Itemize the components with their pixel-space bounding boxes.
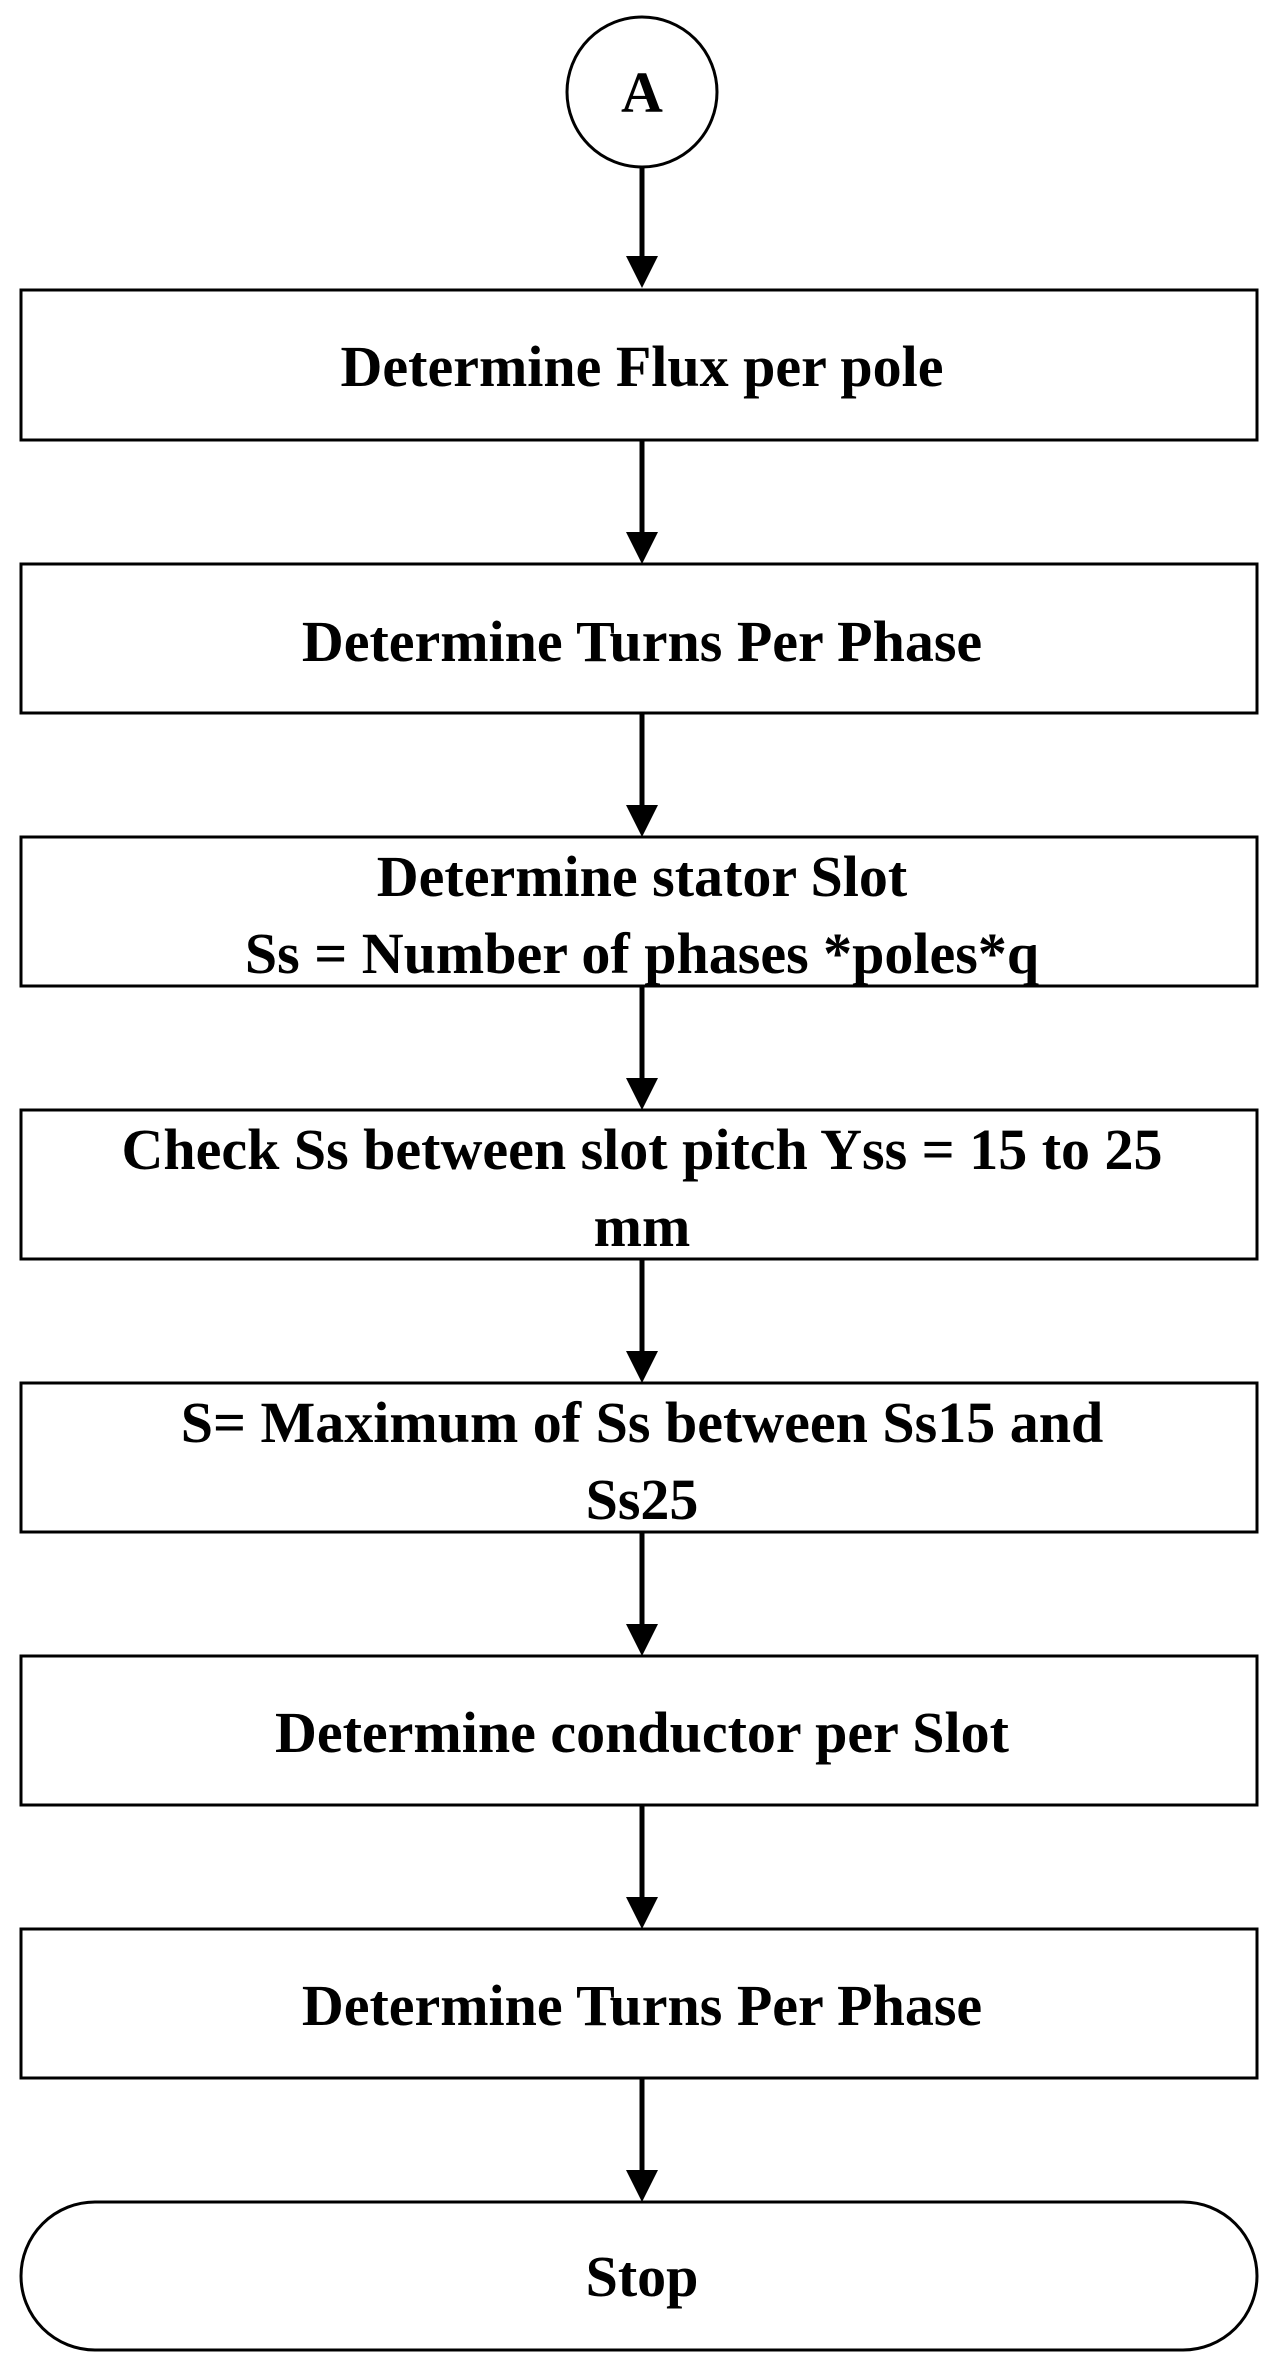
step-box-3 <box>21 837 1257 986</box>
step-6-line-1: Determine conductor per Slot <box>274 1700 1010 1765</box>
step-5-line-1: S= Maximum of Ss between Ss15 and <box>180 1390 1104 1455</box>
step-box-6 <box>21 1656 1257 1805</box>
step-3-line-2: Ss = Number of phases *poles*q <box>244 921 1040 986</box>
step-1-line-1: Determine Flux per pole <box>340 334 944 399</box>
arrow-step-1-to-step-2 <box>626 440 658 564</box>
step-box-7 <box>21 1929 1257 2078</box>
step-box-1 <box>21 290 1257 440</box>
arrow-step-7-to-stop <box>626 2078 658 2202</box>
connector-label: A <box>621 59 663 125</box>
step-2-line-1: Determine Turns Per Phase <box>301 609 983 674</box>
arrow-step-4-to-step-5 <box>626 1259 658 1383</box>
stop-label: Stop <box>585 2244 699 2309</box>
step-7-line-1: Determine Turns Per Phase <box>301 1973 983 2038</box>
step-5-line-2: Ss25 <box>585 1467 699 1532</box>
step-4-line-2: mm <box>593 1194 691 1259</box>
arrow-connector-to-step-1 <box>626 167 658 288</box>
step-box-2 <box>21 564 1257 713</box>
arrow-step-3-to-step-4 <box>626 986 658 1110</box>
step-box-4 <box>21 1110 1257 1259</box>
stop-terminal <box>21 2202 1257 2350</box>
start-connector <box>567 17 717 167</box>
step-4-line-1: Check Ss between slot pitch Yss = 15 to 25 <box>121 1117 1163 1182</box>
arrow-step-6-to-step-7 <box>626 1805 658 1929</box>
arrow-step-5-to-step-6 <box>626 1532 658 1656</box>
step-3-line-1: Determine stator Slot <box>376 844 908 909</box>
arrow-step-2-to-step-3 <box>626 713 658 837</box>
step-box-5 <box>21 1383 1257 1532</box>
